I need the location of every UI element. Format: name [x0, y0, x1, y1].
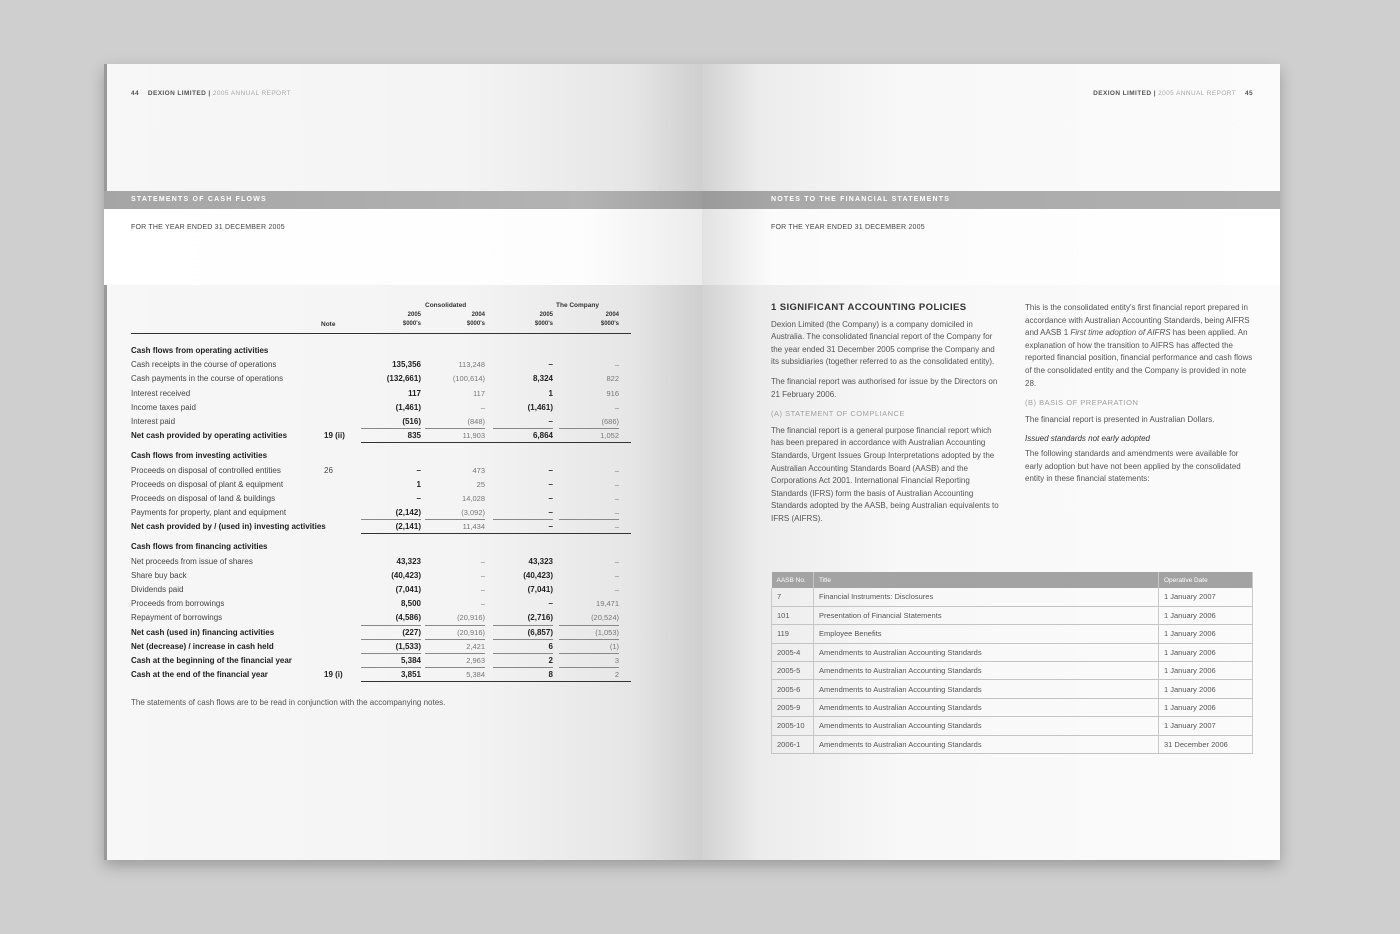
row-label: Proceeds on disposal of plant & equipment [131, 479, 284, 489]
row-value: (1) [609, 641, 619, 651]
table-row [772, 662, 1253, 680]
aasb-number: 119 [772, 625, 814, 643]
table-row [131, 401, 631, 415]
row-label: Net cash provided by operating activities [131, 431, 288, 441]
row-value: (20,916) [457, 627, 485, 637]
table-row [131, 520, 631, 534]
table-body [131, 334, 631, 682]
row-label: Proceeds on disposal of land & buildings [131, 493, 276, 503]
page-edge [104, 64, 107, 860]
row-value: – [480, 599, 485, 609]
standard-title: Financial Instruments: Disclosures [814, 588, 1159, 606]
paragraph: The financial report is presented in Australian Dollars. [1025, 414, 1215, 424]
subheading: (A) STATEMENT OF COMPLIANCE [771, 409, 905, 419]
note-heading: 1 SIGNIFICANT ACCOUNTING POLICIES [771, 302, 967, 313]
row-value: (516) [402, 416, 421, 426]
total-rule [361, 681, 631, 682]
operative-date: 1 January 2006 [1159, 698, 1253, 716]
year-ended: FOR THE YEAR ENDED 31 DECEMBER 2005 [771, 224, 925, 231]
page-number: 44 [131, 90, 140, 97]
aasb-number: 2005-6 [772, 680, 814, 698]
row-label: Income taxes paid [131, 402, 196, 412]
table-row [772, 698, 1253, 716]
page-number: 45 [1244, 90, 1253, 97]
table-row [131, 583, 631, 597]
standard-title: Amendments to Australian Accounting Standards [814, 717, 1159, 735]
annual-report-spread [104, 64, 1280, 860]
paragraph: The financial report was authorised for issue by the Directors on 21 February 2006. [771, 376, 998, 399]
paragraph: This is the consolidated entity's first financial report prepared in accordance with Australian Accounting Standards, being AIFRS and AASB 1 First time adoption of AIFRS has been applied. An explanation of how the transition to AIFRS has affected the reported financial position, financial performance and cash flows of the consolidated entity and the Company is provided in note 28. [1025, 303, 1253, 388]
row-label: Net cash (used in) financing activities [131, 627, 275, 637]
page-45 [702, 64, 1280, 860]
column-header: Operative Date [1159, 572, 1253, 588]
total-rule [361, 533, 631, 534]
table-row [131, 640, 631, 654]
running-header-left: 44 DEXION LIMITED | 2005 ANNUAL REPORT [131, 90, 291, 97]
row-label: Repayment of borrowings [131, 613, 223, 623]
row-value: – [548, 479, 553, 489]
total-rule [361, 442, 631, 443]
table-row [131, 372, 631, 386]
row-value: 822 [606, 374, 619, 384]
row-value: (100,614) [452, 374, 485, 384]
row-value: – [416, 493, 421, 503]
subheading: (B) BASIS OF PREPARATION [1025, 398, 1139, 408]
row-value: (20,524) [591, 613, 619, 623]
report-name: 2005 ANNUAL REPORT [212, 90, 291, 97]
row-label: Cash at the beginning of the financial year [131, 655, 292, 665]
unit-header: $000's [402, 321, 421, 327]
row-note: 19 (ii) [324, 431, 345, 441]
page-44 [104, 64, 702, 860]
table-row [772, 625, 1253, 643]
row-value: 2,421 [466, 641, 485, 651]
row-value: 1,052 [600, 431, 619, 441]
year-header: 2004 [471, 312, 485, 318]
table-row [131, 611, 631, 625]
table-row [131, 358, 631, 372]
unit-header: $000's [466, 321, 485, 327]
table-row [131, 569, 631, 583]
aasb-number: 2005-4 [772, 643, 814, 661]
table-header [131, 302, 631, 334]
row-value: 2 [614, 670, 619, 680]
row-value: (1,533) [395, 641, 421, 651]
row-value: – [548, 465, 553, 475]
year-header: 2005 [539, 312, 553, 318]
row-value: 43,323 [396, 556, 421, 566]
row-value: 43,323 [528, 556, 553, 566]
row-value: – [614, 402, 619, 412]
row-value: 3,851 [400, 670, 421, 680]
row-value: 14,028 [462, 493, 485, 503]
running-header-right: DEXION LIMITED | 2005 ANNUAL REPORT 45 [1093, 90, 1253, 97]
row-label: Payments for property, plant and equipment [131, 508, 287, 518]
table-row [131, 429, 631, 443]
standard-title: Employee Benefits [814, 625, 1159, 643]
table-row [772, 717, 1253, 735]
table-row [131, 464, 631, 478]
row-value: – [614, 360, 619, 370]
operative-date: 1 January 2006 [1159, 662, 1253, 680]
column-header: AASB No. [772, 572, 814, 588]
operative-date: 31 December 2006 [1159, 735, 1253, 753]
report-name: 2005 ANNUAL REPORT [1158, 90, 1237, 97]
row-value: – [614, 570, 619, 580]
row-value: – [548, 493, 553, 503]
operative-date: 1 January 2007 [1159, 717, 1253, 735]
section-band: STATEMENTS OF CASH FLOWS [104, 191, 702, 209]
table-row [131, 478, 631, 492]
table-row [131, 626, 631, 640]
row-value: – [480, 402, 485, 412]
year-ended: FOR THE YEAR ENDED 31 DECEMBER 2005 [131, 224, 285, 231]
row-note: 19 (i) [324, 670, 343, 680]
row-value: – [480, 585, 485, 594]
standards-table [771, 572, 1253, 754]
table-row [772, 735, 1253, 753]
section-band: NOTES TO THE FINANCIAL STATEMENTS [702, 191, 1280, 209]
unit-header: $000's [534, 321, 553, 327]
section-heading-label: Cash flows from operating activities [131, 346, 269, 355]
group-company: The Company [556, 302, 599, 309]
row-value: 117 [408, 388, 421, 398]
section-heading [131, 540, 631, 554]
row-value: 8,500 [400, 599, 421, 609]
row-value: (40,423) [523, 570, 553, 580]
row-value: 1 [548, 388, 553, 398]
operative-date: 1 January 2006 [1159, 625, 1253, 643]
row-label: Cash payments in the course of operations [131, 374, 284, 384]
row-value: (686) [601, 416, 619, 426]
row-value: 8 [548, 670, 553, 680]
table-row [131, 506, 631, 520]
aasb-number: 101 [772, 606, 814, 624]
row-value: – [614, 522, 619, 532]
table-row [131, 555, 631, 569]
row-label: Proceeds on disposal of controlled entities [131, 465, 281, 475]
standard-title: Amendments to Australian Accounting Standards [814, 698, 1159, 716]
row-value: – [614, 556, 619, 566]
row-value: (7,041) [527, 585, 553, 594]
company-name: DEXION LIMITED [1093, 90, 1152, 97]
row-value: – [614, 479, 619, 489]
row-value: (7,041) [395, 585, 421, 594]
table-row [772, 643, 1253, 661]
row-value: – [614, 493, 619, 503]
row-label: Interest received [131, 388, 191, 398]
row-value: 5,384 [400, 655, 421, 665]
row-value: (2,141) [395, 522, 421, 532]
row-value: – [416, 465, 421, 475]
year-header: 2004 [605, 312, 619, 318]
row-value: 11,903 [462, 431, 485, 441]
row-value: 19,471 [596, 599, 619, 609]
aasb-number: 7 [772, 588, 814, 606]
section-heading-label: Cash flows from financing activities [131, 542, 268, 552]
row-value: (6,857) [527, 627, 553, 637]
row-value: 6,864 [532, 431, 553, 441]
standard-title: Amendments to Australian Accounting Standards [814, 662, 1159, 680]
row-value: – [480, 556, 485, 566]
paragraph: The following standards and amendments were available for early adoption but have not been applied by the consolidated entity in these financial statements: [1025, 448, 1241, 484]
row-value: – [548, 416, 553, 426]
row-value: (20,916) [457, 613, 485, 623]
operative-date: 1 January 2006 [1159, 680, 1253, 698]
row-label: Interest paid [131, 416, 176, 426]
row-value: (1,461) [527, 402, 553, 412]
row-value: 6 [548, 641, 553, 651]
row-value: (2,716) [527, 613, 553, 623]
row-value: – [548, 360, 553, 370]
table-row [131, 597, 631, 611]
paragraph: Dexion Limited (the Company) is a company domiciled in Australia. The consolidated financial report of the Company for the year ended 31 December 2005 comprise the Company and its subsidiaries (together referred to as the consolidated entity). [771, 319, 995, 367]
operative-date: 1 January 2006 [1159, 643, 1253, 661]
row-label: Dividends paid [131, 585, 184, 594]
row-value: 8,324 [532, 374, 553, 384]
row-value: – [614, 585, 619, 594]
table-row [131, 415, 631, 429]
row-label: Proceeds from borrowings [131, 599, 225, 609]
notes-column-2 [1025, 302, 1255, 493]
cash-flow-table [131, 302, 631, 682]
paragraph: The financial report is a general purpose financial report which has been prepared in accordance with Australian Accounting Standards, Urgent Issues Group Interpretations adopted by the Australian Accounting Standards Board (AASB) and the Corporations Act 2001. International Financial Reporting Standards (IFRS) form the basis of Australian Accounting Standards adopted by the AASB, being Australian equivalents to IFRS (AIFRS). [771, 425, 999, 523]
note-header: Note [321, 321, 336, 328]
column-header: Title [814, 572, 1159, 588]
table-row [131, 387, 631, 401]
operative-date: 1 January 2006 [1159, 606, 1253, 624]
table-row [131, 492, 631, 506]
row-value: (3,092) [461, 508, 485, 518]
row-value: – [548, 522, 553, 532]
table-row [772, 606, 1253, 624]
row-value: 1 [416, 479, 421, 489]
row-value: (848) [467, 416, 485, 426]
standard-title: Amendments to Australian Accounting Standards [814, 643, 1159, 661]
operative-date: 1 January 2007 [1159, 588, 1253, 606]
row-value: – [548, 508, 553, 518]
row-value: 3 [614, 655, 619, 665]
row-label: Net cash provided by / (used in) investing activities [131, 522, 326, 532]
row-value: (1,461) [395, 402, 421, 412]
table-row [131, 654, 631, 668]
row-value: (2,142) [395, 508, 421, 518]
aasb-number: 2006-1 [772, 735, 814, 753]
aasb-number: 2005-9 [772, 698, 814, 716]
notes-column-1 [771, 302, 999, 533]
company-name: DEXION LIMITED [147, 90, 207, 97]
row-value: (4,586) [395, 613, 421, 623]
row-value: 916 [606, 388, 619, 398]
row-label: Cash at the end of the financial year [131, 670, 268, 680]
section-heading [131, 449, 631, 463]
row-label: Net (decrease) / increase in cash held [131, 641, 274, 651]
row-value: – [548, 599, 553, 609]
subheading-italic: Issued standards not early adopted [1025, 434, 1150, 444]
year-header: 2005 [407, 312, 421, 318]
table-row [772, 588, 1253, 606]
row-value: 25 [476, 479, 485, 489]
unit-header: $000's [600, 321, 619, 327]
row-value: 5,384 [466, 670, 485, 680]
standard-title: Presentation of Financial Statements [814, 606, 1159, 624]
table-header-row [772, 572, 1253, 588]
row-label: Share buy back [131, 570, 187, 580]
row-label: Net proceeds from issue of shares [131, 556, 253, 566]
aasb-number: 2005-10 [772, 717, 814, 735]
row-value: 2 [548, 655, 553, 665]
row-value: 113,248 [458, 360, 485, 370]
footnote: The statements of cash flows are to be read in conjunction with the accompanying notes. [131, 698, 446, 707]
row-value: (132,661) [386, 374, 421, 384]
standard-title: Amendments to Australian Accounting Standards [814, 680, 1159, 698]
row-value: 835 [407, 431, 421, 441]
section-heading [131, 344, 631, 358]
row-label: Cash receipts in the course of operations [131, 360, 277, 370]
aasb-number: 2005-5 [772, 662, 814, 680]
row-value: (40,423) [391, 570, 421, 580]
row-value: (1,053) [595, 627, 619, 637]
row-value: – [480, 570, 485, 580]
row-value: 135,356 [392, 360, 421, 370]
group-consolidated: Consolidated [425, 302, 467, 309]
section-heading-label: Cash flows from investing activities [131, 451, 268, 461]
row-value: – [614, 508, 619, 518]
row-value: 2,963 [466, 655, 485, 665]
table-row [772, 680, 1253, 698]
row-value: 117 [473, 388, 485, 398]
row-value: – [614, 465, 619, 475]
row-value: (227) [402, 627, 421, 637]
row-value: 473 [472, 465, 485, 475]
standard-title: Amendments to Australian Accounting Standards [814, 735, 1159, 753]
table-row [131, 668, 631, 682]
row-value: 11,434 [462, 522, 485, 532]
row-note: 26 [324, 465, 333, 475]
